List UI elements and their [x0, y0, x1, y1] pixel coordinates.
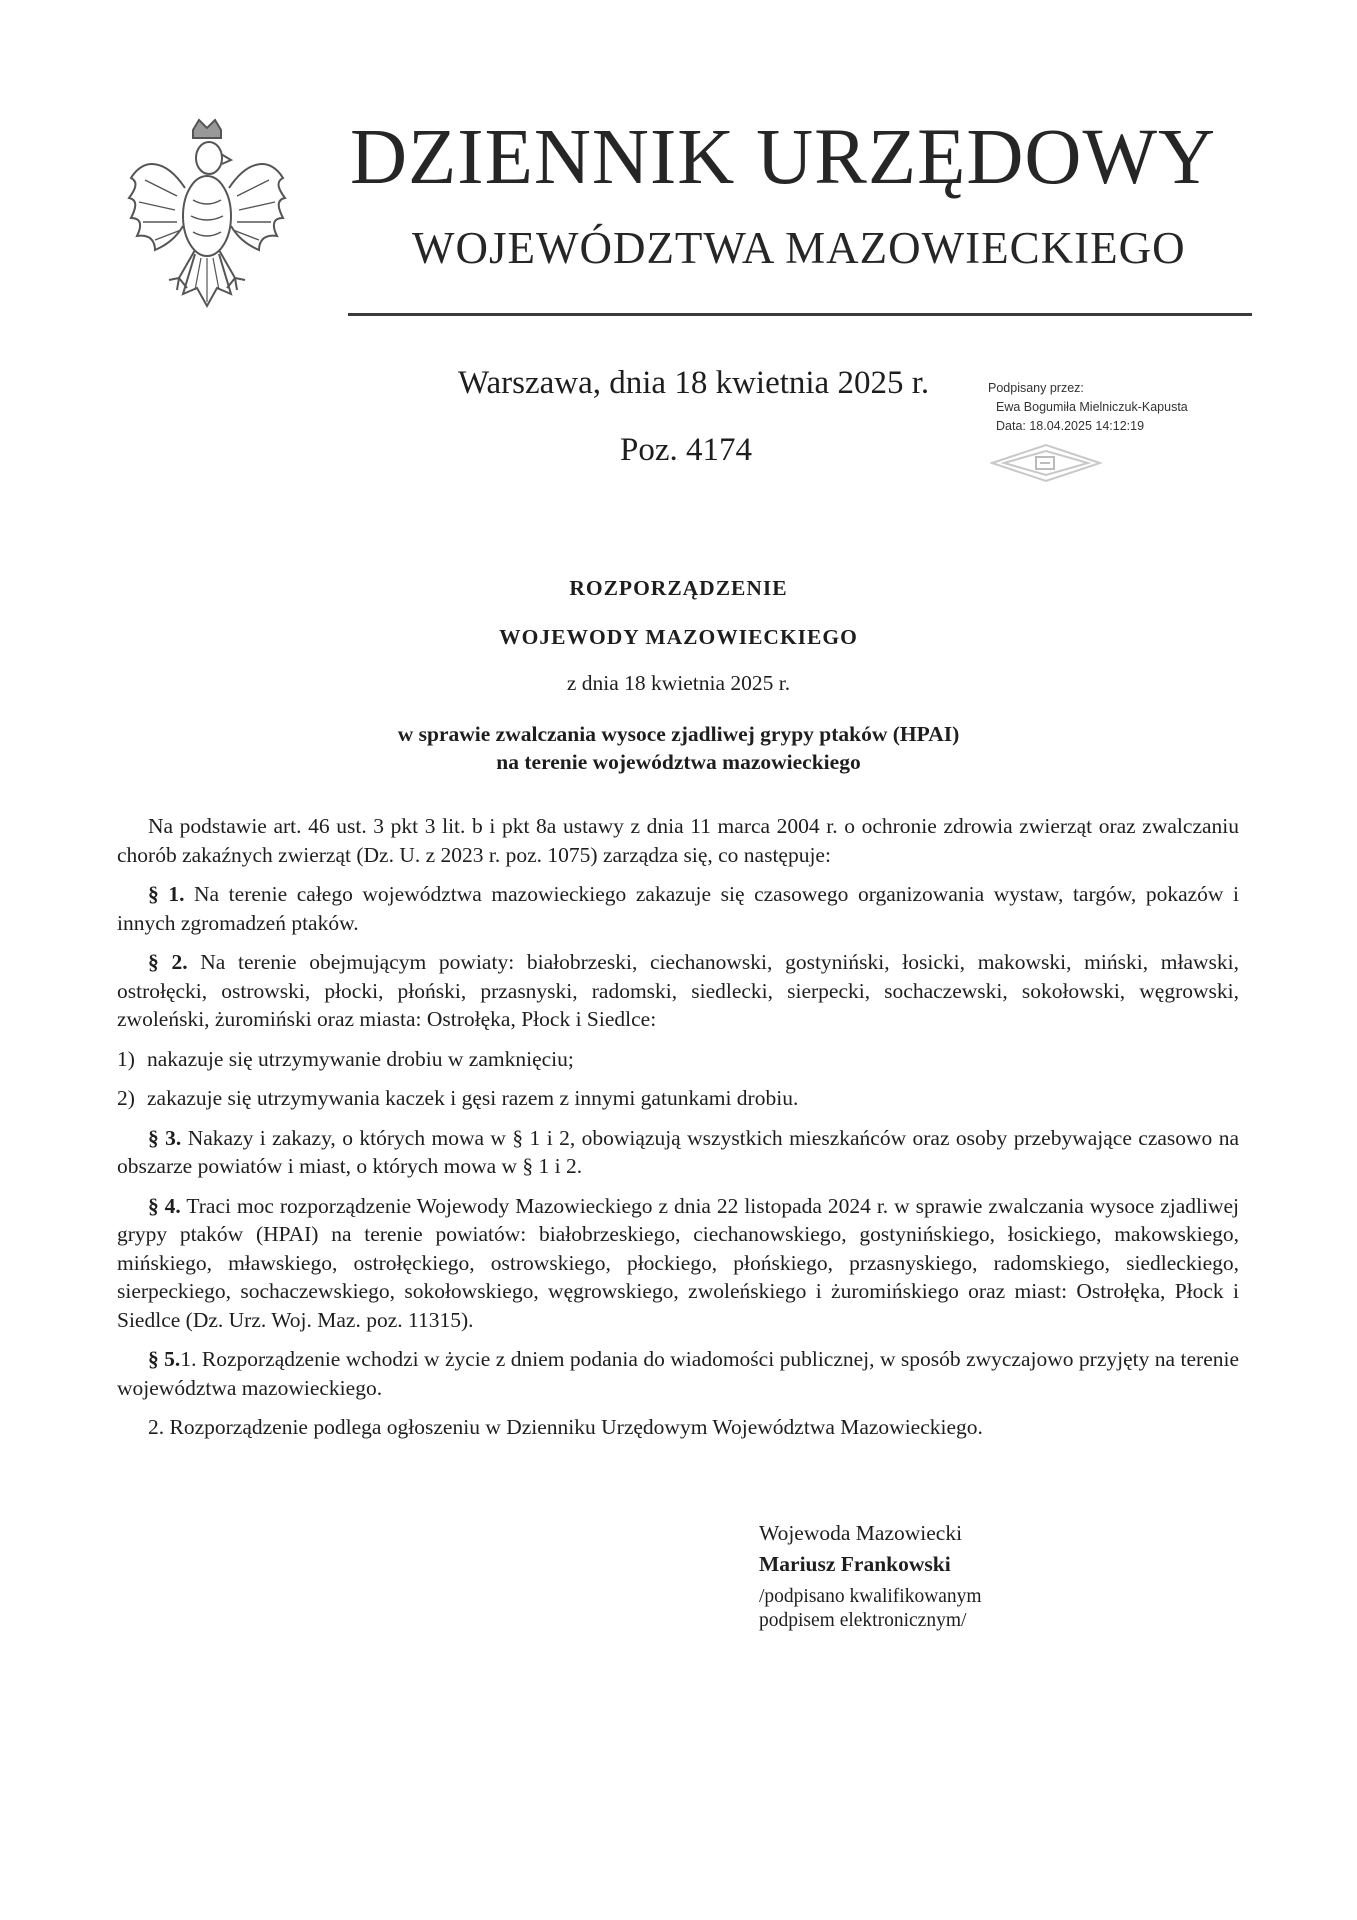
section-4-number: § 4. [148, 1193, 181, 1218]
document-subject [0, 720, 1357, 776]
document-authority: WOJEWODY MAZOWIECKIEGO [499, 625, 858, 649]
document-date: z dnia 18 kwietnia 2025 r. [566, 671, 791, 695]
position-number: Poz. 4174 [620, 432, 752, 468]
section-3-number: § 3. [148, 1125, 182, 1150]
section-2 [117, 948, 1239, 1034]
section-2-number: § 2. [148, 950, 188, 974]
signatory-note-line2: podpisem elektronicznym/ [759, 1610, 967, 1631]
polish-eagle-emblem-icon [125, 118, 290, 313]
section-3 [117, 1124, 1239, 1181]
list-text: nakazuje się utrzymywanie drobiu w zamknięciu; [147, 1046, 574, 1071]
signatory-office: Wojewoda Mazowiecki [759, 1521, 963, 1545]
signature-date: Data: 18.04.2025 14:12:19 [996, 419, 1145, 433]
section-5-text: 1. Rozporządzenie wchodzi w życie z dniem podania do wiadomości publicznej, w sposób zwyczajowo przyjęty na terenie województwa mazowieckiego. [117, 1347, 1240, 1400]
signature-signer: Ewa Bogumiła Mielniczuk-Kapusta [996, 400, 1188, 414]
list-text: zakazuje się utrzymywania kaczek i gęsi razem z innymi gatunkami drobiu. [147, 1086, 799, 1110]
signatory-name: Mariusz Frankowski [759, 1552, 951, 1576]
list-number: 1) [117, 1046, 135, 1071]
preamble: Na podstawie art. 46 ust. 3 pkt 3 lit. b i pkt 8a ustawy z dnia 11 marca 2004 r. o ochronie zdrowia zwierząt oraz zwalczaniu chorób zakaźnych zwierząt (Dz. U. z 2023 r. poz. 1075) zarządza się, co następuje: [117, 814, 1239, 867]
document-subject-line2: na terenie województwa mazowieckiego [496, 750, 861, 774]
document-body [117, 812, 1239, 1453]
section-2-text: Na terenie obejmującym powiaty: białobrzeski, ciechanowski, gostyniński, łosicki, makowski, miński, mławski, ostrołęcki, ostrowski, płocki, płoński, przasnyski, radomski, siedlecki, sierpecki, sochaczewski, sokołowski, węgrowski, zwoleński, żuromiński oraz miasta: Ostrołęka, Płock i Siedlce: [117, 950, 1239, 1031]
signatory-note [759, 1585, 982, 1633]
section-2-item-2 [117, 1084, 1239, 1113]
section-4-text: Traci moc rozporządzenie Wojewody Mazowieckiego z dnia 22 listopada 2024 r. w sprawie zwalczania wysoce zjadliwej grypy ptaków (HPAI) na terenie powiatów: białobrzeskiego, ciechanowskiego, gostynińskiego, łosickiego, makowskiego, mińskiego, mławskiego, ostrołęckiego, ostrowskiego, płockiego, płońskiego, przasnyskiego, radomskiego, siedleckiego, sierpeckiego, sochaczewskiego, sokołowskiego, węgrowskiego, zwoleńskiego i żuromińskiego oraz miast: Ostrołęka, Płock i Siedlce (Dz. Urz. Woj. Maz. poz. 11315). [117, 1193, 1239, 1332]
section-2-item-1 [117, 1045, 1239, 1074]
journal-title: DZIENNIK URZĘDOWY [350, 114, 1217, 201]
section-4 [117, 1192, 1239, 1335]
journal-subtitle: WOJEWÓDZTWA MAZOWIECKIEGO [412, 223, 1186, 273]
section-5-number: § 5. [148, 1347, 181, 1371]
section-1-text: Na terenie całego województwa mazowieckiego zakazuje się czasowego organizowania wystaw, targów, pokazów i innych zgromadzeń ptaków. [117, 882, 1239, 935]
section-1-number: § 1. [148, 882, 185, 906]
signature-label: Podpisany przez: [988, 381, 1084, 395]
document-subject-line1: w sprawie zwalczania wysoce zjadliwej grypy ptaków (HPAI) [397, 722, 960, 746]
masthead-divider [348, 313, 1252, 316]
place-date: Warszawa, dnia 18 kwietnia 2025 r. [458, 365, 930, 401]
signatory-note-line1: /podpisano kwalifikowanym [759, 1586, 982, 1607]
section-5 [117, 1345, 1239, 1402]
electronic-signature-block [988, 379, 1228, 489]
signature-stamp-icon [990, 443, 1102, 483]
section-5-item-2: 2. Rozporządzenie podlega ogłoszeniu w Dzienniku Urzędowym Województwa Mazowieckiego. [148, 1415, 983, 1439]
document-type: ROZPORZĄDZENIE [569, 576, 788, 600]
list-number: 2) [117, 1086, 135, 1110]
section-1 [117, 880, 1239, 937]
signatory-block [759, 1518, 982, 1633]
section-3-text: Nakazy i zakazy, o których mowa w § 1 i 2, obowiązują wszystkich mieszkańców oraz osoby przebywające czasowo na obszarze powiatów i miast, o których mowa w § 1 i 2. [117, 1125, 1240, 1178]
